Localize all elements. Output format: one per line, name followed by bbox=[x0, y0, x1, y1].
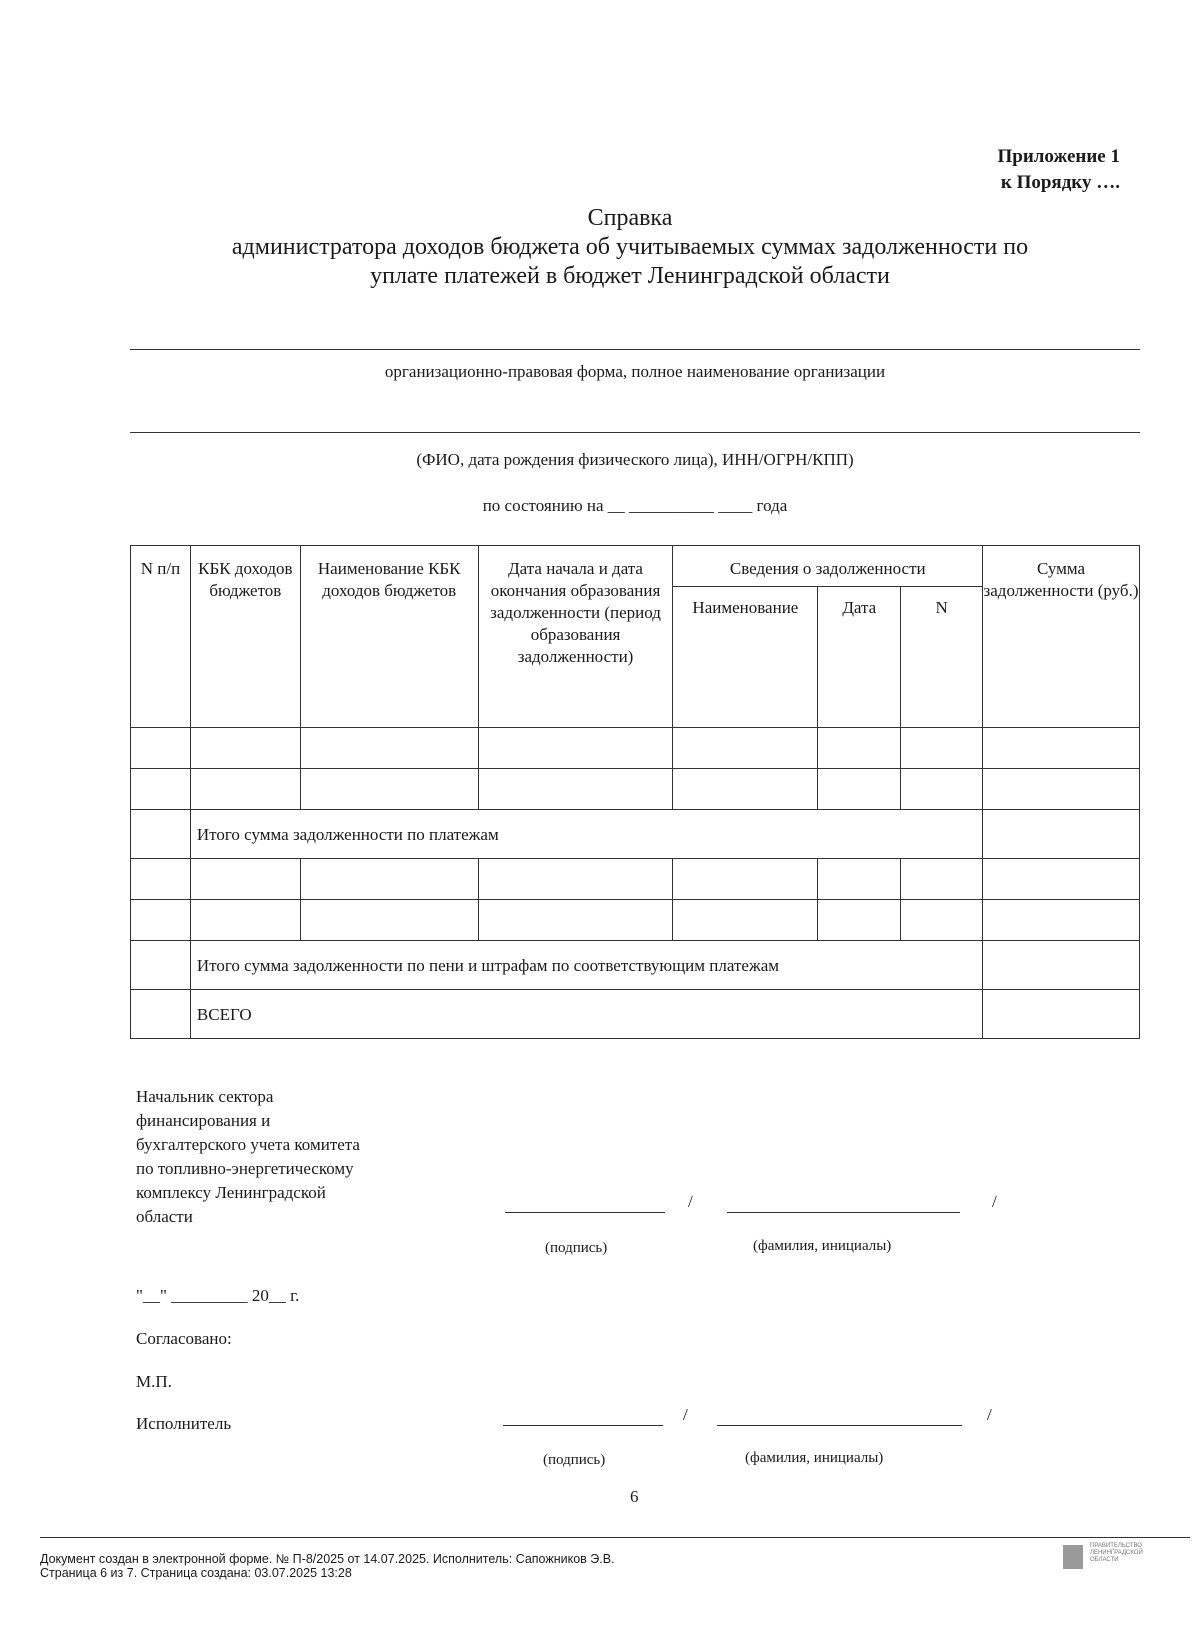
table-cell[interactable] bbox=[190, 859, 300, 900]
page-number: 6 bbox=[630, 1487, 639, 1506]
appendix-line-2: к Порядку …. bbox=[1000, 172, 1120, 193]
header-dates: Дата начала и дата окончания образования задолженности (период образования задолженности) bbox=[478, 546, 673, 728]
org-name-line[interactable] bbox=[130, 349, 1140, 350]
logo-text: ПРАВИТЕЛЬСТВО ЛЕНИНГРАДСКОЙ ОБЛАСТИ bbox=[1090, 1543, 1143, 1563]
total-payments-label: Итого сумма задолженности по платежам bbox=[190, 810, 982, 859]
as-of-date: по состоянию на __ __________ ____ года bbox=[482, 496, 788, 515]
total-payments-row bbox=[131, 810, 1140, 859]
slash: / bbox=[688, 1192, 693, 1211]
table-row bbox=[131, 728, 1140, 769]
title-line-1: Справка bbox=[587, 205, 673, 231]
footer-line-1: Документ создан в электронной форме. № П-8/2025 от 14.07.2025. Исполнитель: Сапожников Э.В. bbox=[40, 1552, 615, 1566]
document-title bbox=[0, 204, 1200, 291]
person-line[interactable] bbox=[130, 432, 1140, 433]
grand-total-amount[interactable] bbox=[983, 990, 1140, 1039]
date-line[interactable]: "__" _________ 20__ г. bbox=[136, 1286, 300, 1305]
appendix-line-1: Приложение 1 bbox=[997, 146, 1120, 167]
executor-label: Исполнитель bbox=[136, 1414, 232, 1433]
table-cell[interactable] bbox=[478, 900, 673, 941]
table-cell[interactable] bbox=[673, 769, 818, 810]
signatory-line-6: области bbox=[136, 1207, 193, 1226]
table-cell[interactable] bbox=[131, 810, 191, 859]
header-sub-name: Наименование bbox=[673, 587, 818, 728]
government-logo-icon bbox=[1063, 1545, 1083, 1569]
executor-name-label: (фамилия, инициалы) bbox=[745, 1450, 884, 1466]
signatory-line-5: комплексу Ленинградской bbox=[136, 1183, 326, 1202]
table-cell[interactable] bbox=[190, 769, 300, 810]
table-cell[interactable] bbox=[818, 728, 901, 769]
table-cell[interactable] bbox=[131, 900, 191, 941]
table-row bbox=[131, 769, 1140, 810]
table-cell[interactable] bbox=[673, 859, 818, 900]
table-cell[interactable] bbox=[818, 769, 901, 810]
table-cell[interactable] bbox=[300, 900, 478, 941]
grand-total-label: ВСЕГО bbox=[190, 990, 982, 1039]
title-line-3: уплате платежей в бюджет Ленинградской области bbox=[370, 263, 890, 289]
org-caption: организационно-правовая форма, полное наименование организации bbox=[384, 362, 886, 381]
table-cell[interactable] bbox=[983, 769, 1140, 810]
table-cell[interactable] bbox=[131, 769, 191, 810]
head-signature-line[interactable] bbox=[505, 1212, 665, 1213]
table-cell[interactable] bbox=[983, 728, 1140, 769]
signatory-line-3: бухгалтерского учета комитета bbox=[136, 1135, 360, 1154]
header-sub-n: N bbox=[901, 587, 983, 728]
signatory-line-4: по топливно-энергетическому bbox=[136, 1159, 354, 1178]
head-sign-label: (подпись) bbox=[545, 1240, 608, 1256]
table-cell[interactable] bbox=[673, 900, 818, 941]
slash: / bbox=[683, 1405, 688, 1424]
table-cell[interactable] bbox=[131, 941, 191, 990]
table-cell[interactable] bbox=[818, 859, 901, 900]
total-payments-amount[interactable] bbox=[983, 810, 1140, 859]
debt-table bbox=[130, 545, 1140, 1039]
header-kbk: КБК доходов бюджетов bbox=[190, 546, 300, 728]
total-penalties-amount[interactable] bbox=[983, 941, 1140, 990]
header-kbk-name: Наименование КБК доходов бюджетов bbox=[300, 546, 478, 728]
table-cell[interactable] bbox=[901, 900, 983, 941]
title-line-2: администратора доходов бюджета об учитываемых суммах задолженности по bbox=[231, 234, 1029, 260]
table-cell[interactable] bbox=[131, 728, 191, 769]
executor-sign-label: (подпись) bbox=[543, 1452, 606, 1468]
executor-name-line[interactable] bbox=[717, 1425, 962, 1426]
table-row bbox=[131, 900, 1140, 941]
signatory-title bbox=[136, 1085, 436, 1229]
table-cell[interactable] bbox=[901, 728, 983, 769]
table-cell[interactable] bbox=[818, 900, 901, 941]
header-debt-info: Сведения о задолженности bbox=[673, 546, 983, 587]
person-caption: (ФИО, дата рождения физического лица), ИНН/ОГРН/КПП) bbox=[416, 450, 854, 469]
table-cell[interactable] bbox=[300, 859, 478, 900]
table-cell[interactable] bbox=[131, 990, 191, 1039]
total-penalties-row bbox=[131, 941, 1140, 990]
table-row bbox=[131, 859, 1140, 900]
footer-line-2: Страница 6 из 7. Страница создана: 03.07.2025 13:28 bbox=[40, 1566, 352, 1580]
head-name-line[interactable] bbox=[727, 1212, 960, 1213]
table-cell[interactable] bbox=[983, 900, 1140, 941]
total-penalties-label: Итого сумма задолженности по пени и штрафам по соответствующим платежам bbox=[190, 941, 982, 990]
appendix-label bbox=[997, 144, 1120, 196]
table-cell[interactable] bbox=[190, 728, 300, 769]
table-cell[interactable] bbox=[300, 728, 478, 769]
signatory-line-2: финансирования и bbox=[136, 1111, 271, 1130]
footer-divider bbox=[40, 1537, 1190, 1538]
table-cell[interactable] bbox=[478, 728, 673, 769]
agreed-label: Согласовано: bbox=[136, 1329, 232, 1348]
slash: / bbox=[992, 1192, 997, 1211]
table-cell[interactable] bbox=[901, 769, 983, 810]
header-sub-date: Дата bbox=[818, 587, 901, 728]
stamp-label: М.П. bbox=[136, 1372, 172, 1391]
table-cell[interactable] bbox=[983, 859, 1140, 900]
executor-signature-line[interactable] bbox=[503, 1425, 663, 1426]
table-cell[interactable] bbox=[478, 859, 673, 900]
head-name-label: (фамилия, инициалы) bbox=[753, 1238, 892, 1254]
header-num: N п/п bbox=[131, 546, 191, 728]
table-cell[interactable] bbox=[190, 900, 300, 941]
slash: / bbox=[987, 1405, 992, 1424]
table-cell[interactable] bbox=[131, 859, 191, 900]
signatory-line-1: Начальник сектора bbox=[136, 1087, 274, 1106]
table-header-row bbox=[131, 546, 1140, 587]
table-cell[interactable] bbox=[300, 769, 478, 810]
grand-total-row bbox=[131, 990, 1140, 1039]
table-cell[interactable] bbox=[478, 769, 673, 810]
table-cell[interactable] bbox=[901, 859, 983, 900]
header-amount: Сумма задолженности (руб.) bbox=[983, 546, 1140, 728]
table-cell[interactable] bbox=[673, 728, 818, 769]
